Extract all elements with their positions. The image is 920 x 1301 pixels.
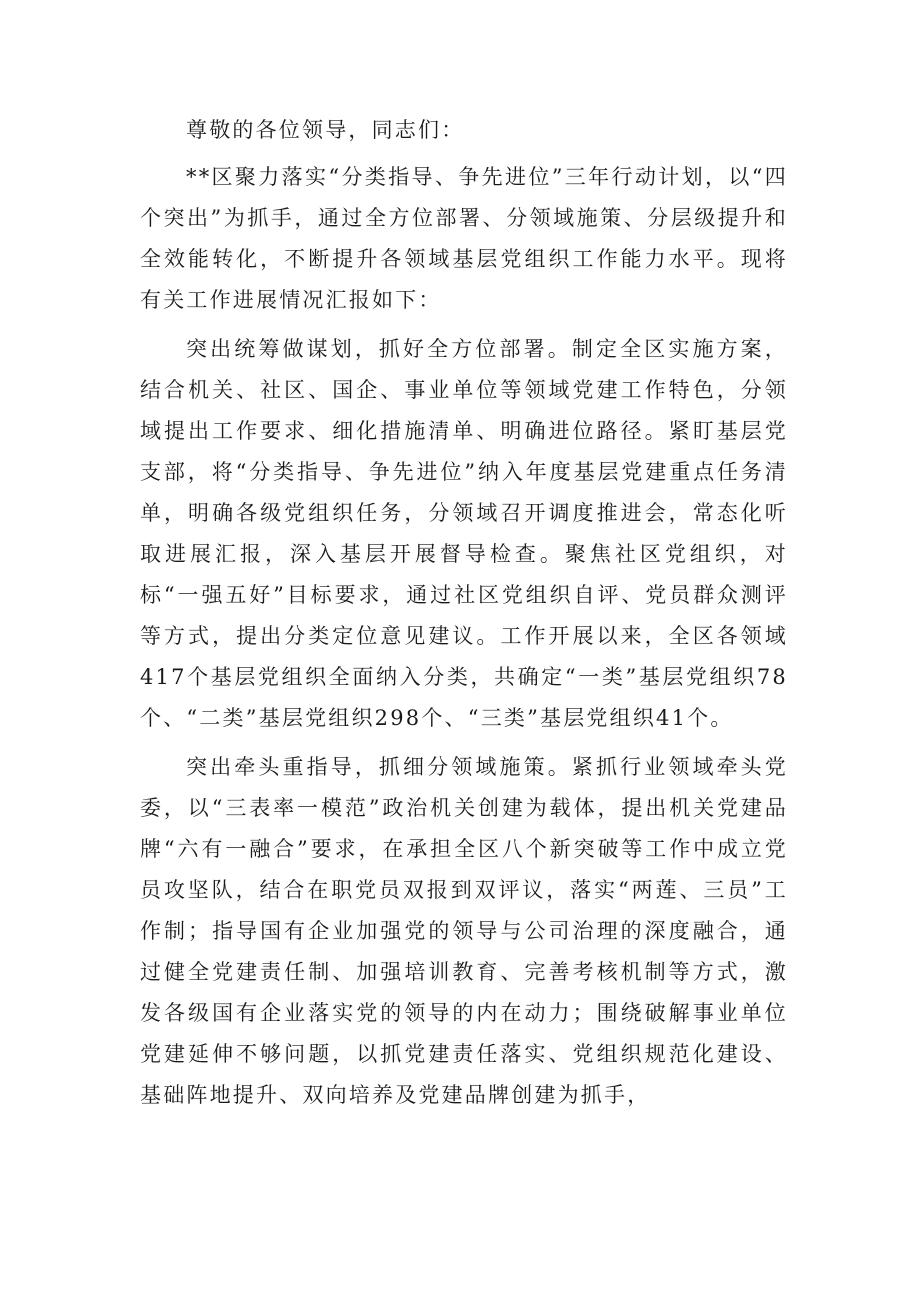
salutation: 尊敬的各位领导，同志们：: [186, 118, 465, 142]
document-body: [140, 110, 788, 1116]
paragraph-intro: **区聚力落实“分类指导、争先进位”三年行动计划，以“四个突出”为抓手，通过全方位部署、分领域施策、分层级提升和全效能转化，不断提升各领域基层党组织工作能力水平。现将有关工作进展情况汇报如下：: [140, 165, 788, 312]
paragraph-guidance: 突出牵头重指导，抓细分领域施策。紧抓行业领域牵头党委，以“三表率一模范”政治机关创建为载体，提出机关党建品牌“六有一融合”要求，在承担全区八个新突破等工作中成立党员攻坚队，结合在职党员双报到双评议，落实“两莲、三员”工作制；指导国有企业加强党的领导与公司治理的深度融合，通过健全党建责任制、加强培训教育、完善考核机制等方式，激发各级国有企业落实党的领导的内在动力；围绕破解事业单位党建延伸不够问题，以抓党建责任落实、党组织规范化建设、基础阵地提升、双向培养及党建品牌创建为抓手，: [140, 755, 788, 1107]
paragraph-planning: 突出统筹做谋划，抓好全方位部署。制定全区实施方案，结合机关、社区、国企、事业单位等领域党建工作特色，分领域提出工作要求、细化措施清单、明确进位路径。紧盯基层党支部，将“分类指导、争先进位”纳入年度基层党建重点任务清单，明确各级党组织任务，分领域召开调度推进会，常态化听取进展汇报，深入基层开展督导检查。聚焦社区党组织，对标“一强五好”目标要求，通过社区党组织自评、党员群众测评等方式，提出分类定位意见建议。工作开展以来，全区各领域417个基层党组织全面纳入分类，共确定“一类”基层党组织78个、“二类”基层党组织298个、“三类”基层党组织41个。: [140, 337, 788, 730]
